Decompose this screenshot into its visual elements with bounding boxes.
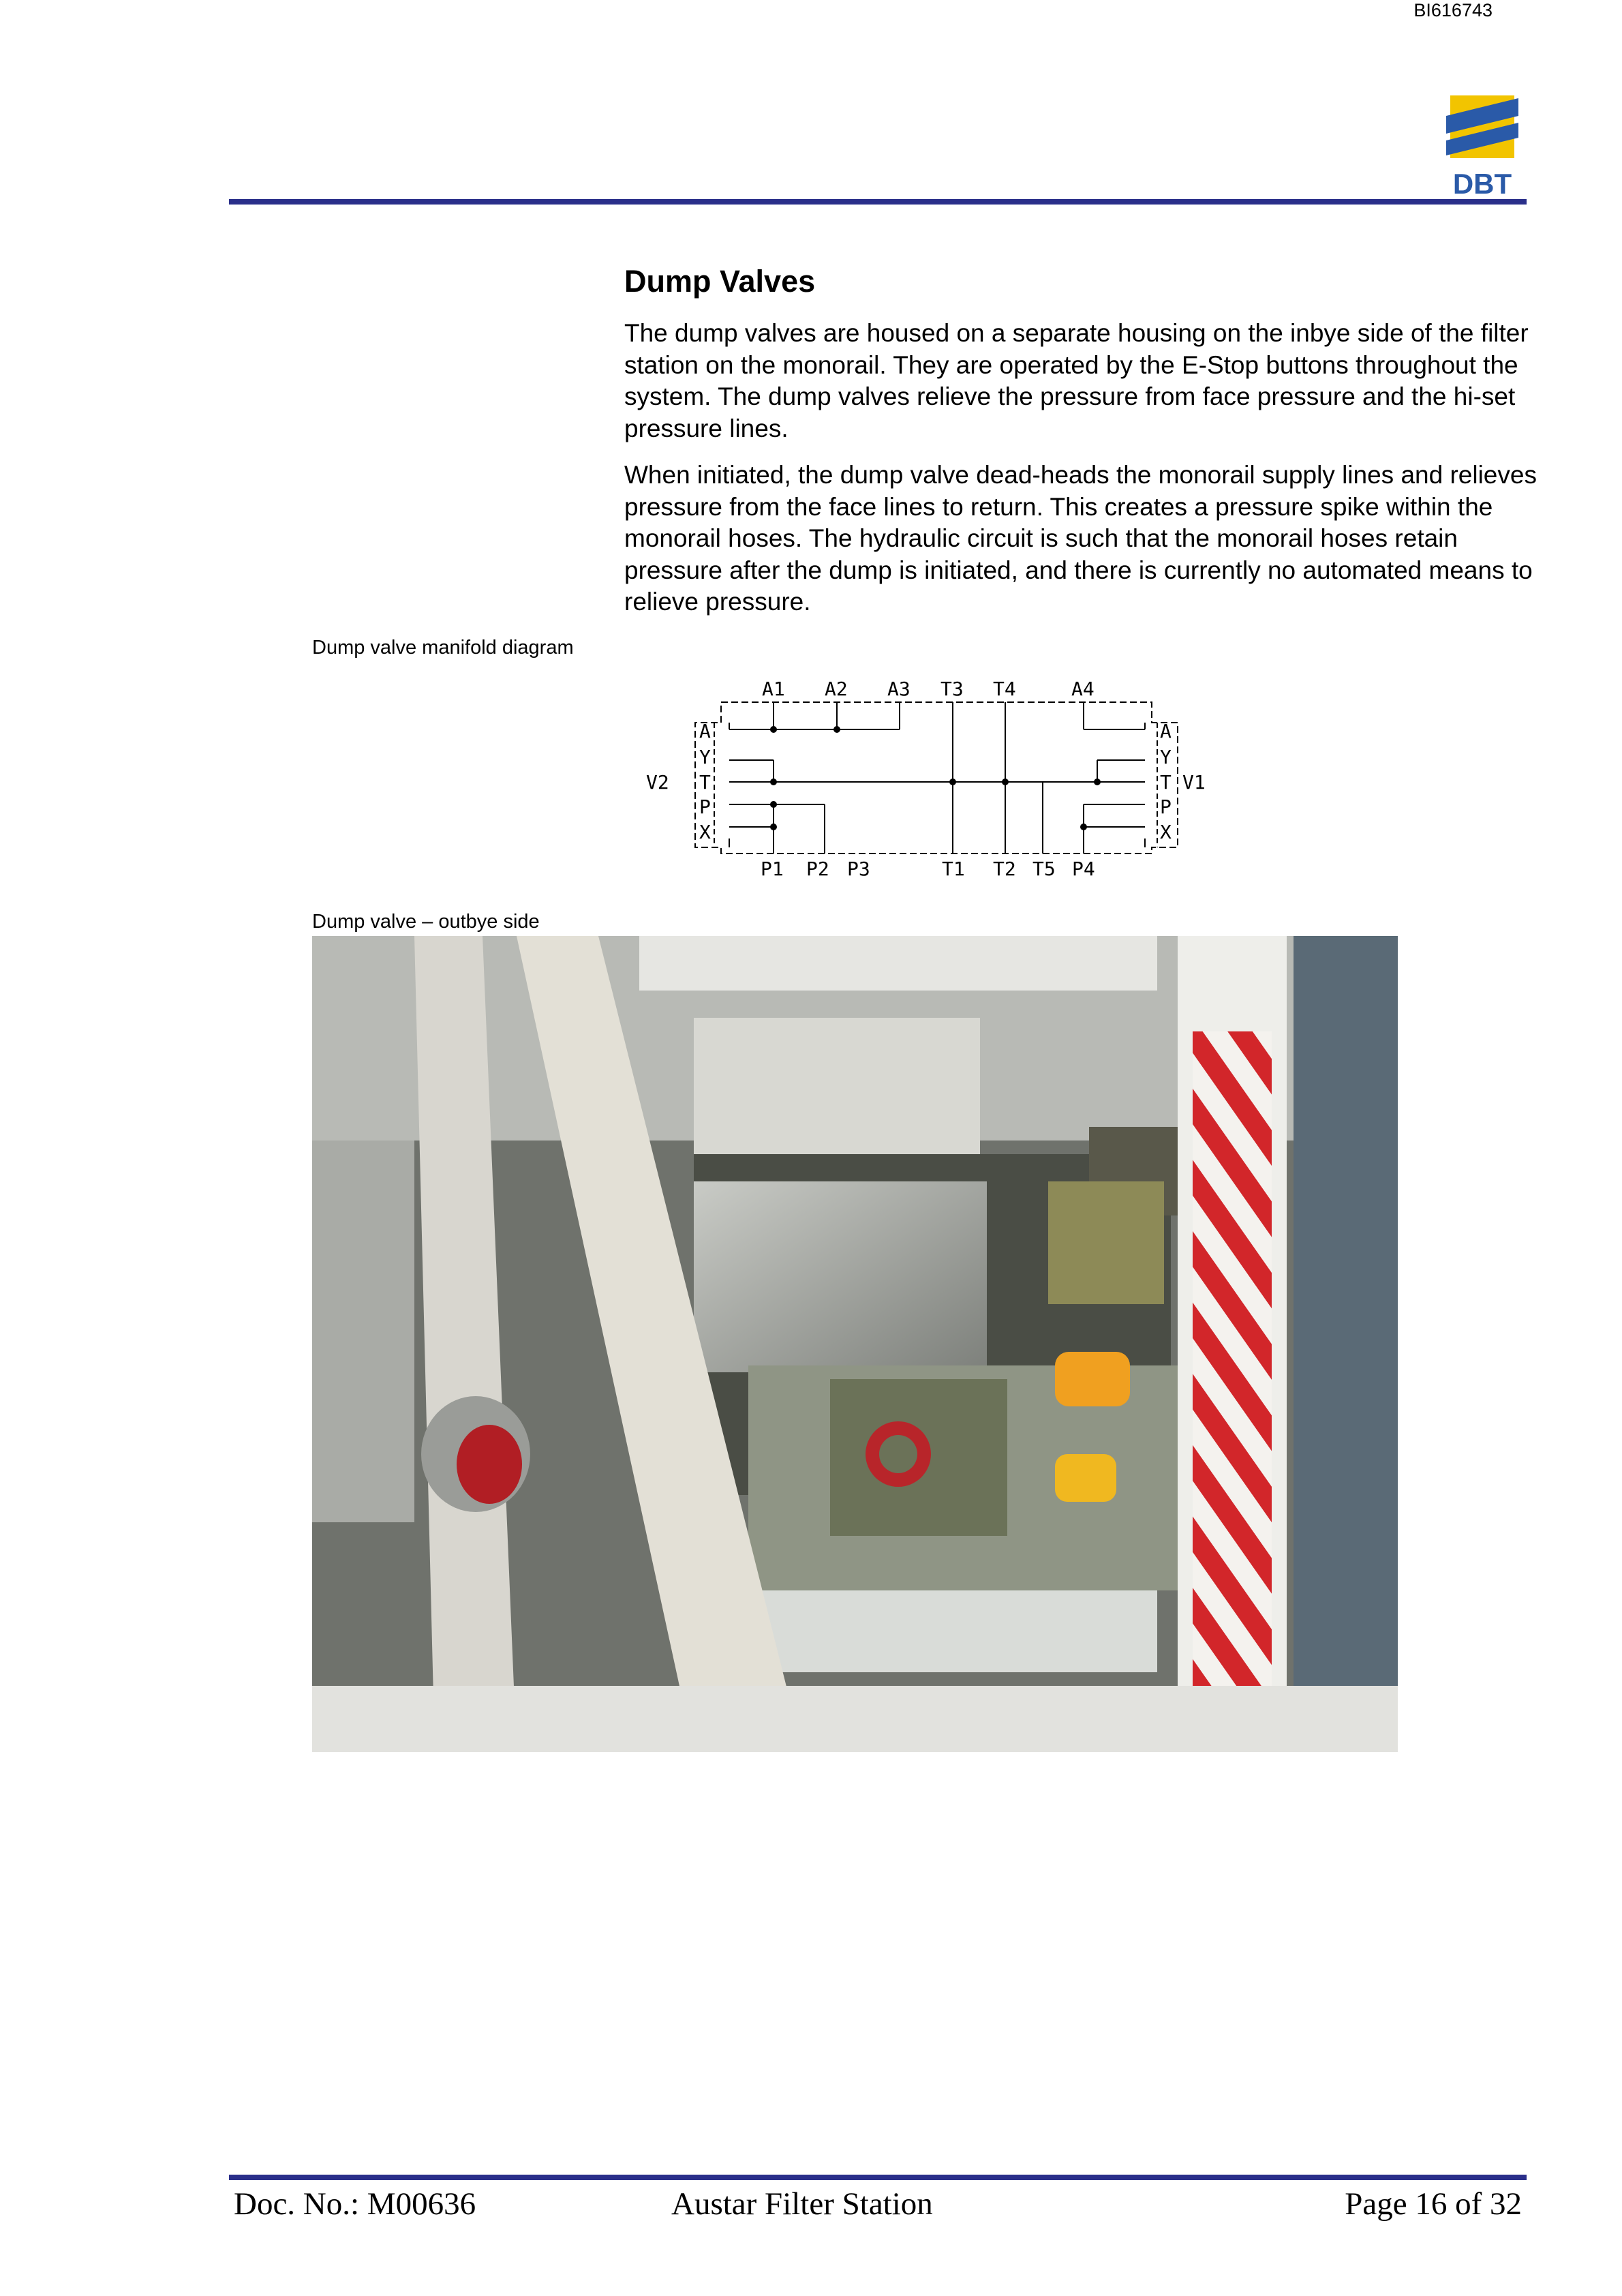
valve-left-port-y: Y xyxy=(699,746,711,768)
valve-left-port-p: P xyxy=(699,796,711,818)
document-id: BI616743 xyxy=(1413,0,1493,20)
valve-label-v1: V1 xyxy=(1182,771,1206,794)
port-label-a3: A3 xyxy=(887,678,911,700)
port-label-t5: T5 xyxy=(1032,858,1056,880)
port-label-a1: A1 xyxy=(762,678,785,700)
port-label-p1: P1 xyxy=(761,858,784,880)
port-label-a4: A4 xyxy=(1071,678,1095,700)
port-label-t4: T4 xyxy=(993,678,1016,700)
photo-caption: Dump valve – outbye side xyxy=(312,911,540,933)
logo-text: DBT xyxy=(1452,168,1512,198)
section-title: Dump Valves xyxy=(624,264,816,299)
paragraph-2: When initiated, the dump valve dead-heads the monorail supply lines and relieves pressure from the face lines to return. This creates a pressure spike within the monorail hoses. The hydraulic circuit is such that the monorail hoses retain pressure after the dump is initiated, and there is currently no automated means to relieve pressure. xyxy=(624,461,1537,616)
port-label-p4: P4 xyxy=(1072,858,1095,880)
dump-valve-photo xyxy=(312,936,1398,1752)
port-label-t1: T1 xyxy=(942,858,965,880)
valve-right-port-p: P xyxy=(1160,796,1172,818)
valve-right-port-y: Y xyxy=(1160,746,1172,768)
valve-left-port-t: T xyxy=(699,771,711,794)
valve-right-port-x: X xyxy=(1160,821,1172,843)
footer-doc-number: Doc. No.: M00636 xyxy=(234,2186,476,2222)
valve-left-port-a: A xyxy=(699,720,711,742)
dbt-logo-mark xyxy=(1446,95,1518,158)
valve-label-v2: V2 xyxy=(646,771,669,794)
footer-rule xyxy=(229,2175,1527,2180)
footer-title: Austar Filter Station xyxy=(671,2186,933,2222)
valve-left-port-x: X xyxy=(699,821,711,843)
dbt-logo xyxy=(1446,95,1518,198)
valve-right-port-a: A xyxy=(1160,720,1172,742)
manifold-diagram xyxy=(634,675,1227,886)
port-label-t2: T2 xyxy=(993,858,1016,880)
valve-right-port-t: T xyxy=(1160,771,1172,794)
port-label-t3: T3 xyxy=(940,678,964,700)
header-rule xyxy=(229,199,1527,205)
paragraph-1: The dump valves are housed on a separate housing on the inbye side of the filter station on the monorail. They are operated by the E-Stop buttons throughout the system. The dump valves relieve the pressure from face pressure and the hi-set pressure lines. xyxy=(624,319,1529,442)
port-label-p3: P3 xyxy=(847,858,870,880)
diagram-caption: Dump valve manifold diagram xyxy=(312,637,574,659)
section-content xyxy=(624,260,1537,633)
port-label-a2: A2 xyxy=(825,678,848,700)
footer-page-number: Page 16 of 32 xyxy=(1345,2186,1522,2222)
photo-illustration xyxy=(312,936,1398,1752)
port-label-p2: P2 xyxy=(806,858,829,880)
